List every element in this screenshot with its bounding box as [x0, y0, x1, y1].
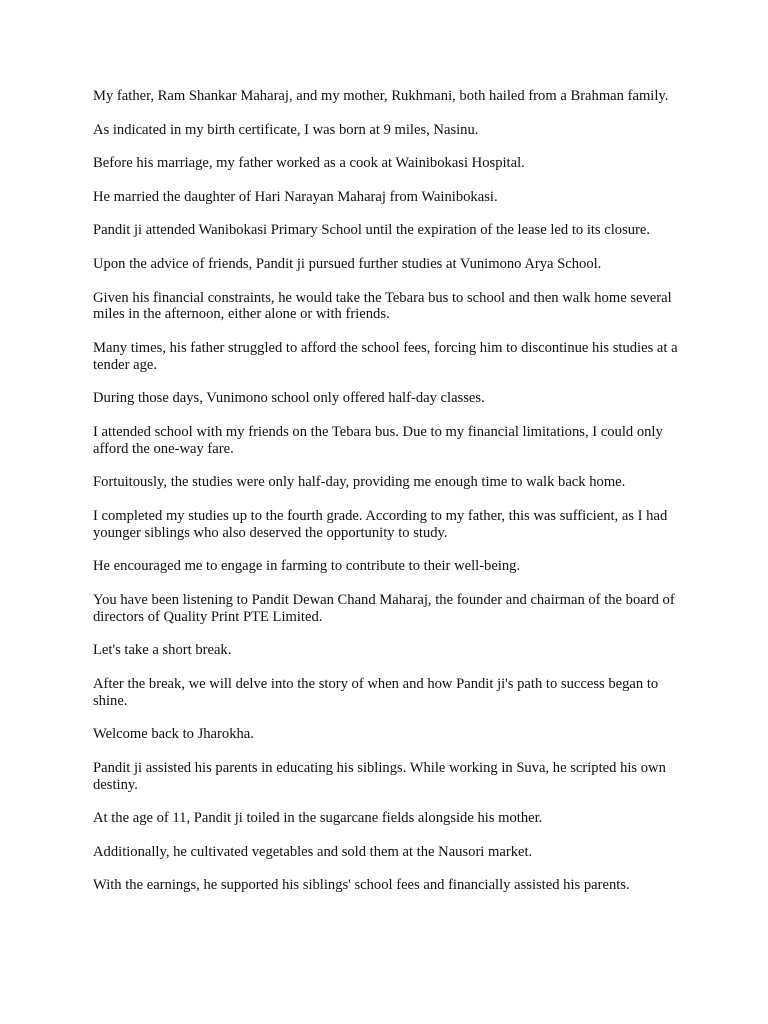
paragraph: After the break, we will delve into the story of when and how Pandit ji's path to success began to shine.: [93, 675, 659, 709]
paragraph: I attended school with my friends on the Tebara bus. Due to my financial limitations, I could only afford the one-way fare.: [93, 423, 663, 457]
paragraph: Pandit ji attended Wanibokasi Primary School until the expiration of the lease led to its closure.: [93, 222, 651, 239]
paragraph: Many times, his father struggled to afford the school fees, forcing him to discontinue his studies at a tender age.: [93, 339, 678, 373]
paragraph: As indicated in my birth certificate, I was born at 9 miles, Nasinu.: [93, 121, 479, 138]
paragraph: Upon the advice of friends, Pandit ji pursued further studies at Vunimono Arya School.: [93, 255, 602, 272]
paragraph: Pandit ji assisted his parents in educating his siblings. While working in Suva, he scripted his own destiny.: [93, 759, 666, 793]
paragraph: He encouraged me to engage in farming to contribute to their well-being.: [93, 558, 521, 575]
paragraph: At the age of 11, Pandit ji toiled in the sugarcane fields alongside his mother.: [93, 810, 543, 827]
paragraph: Before his marriage, my father worked as a cook at Wainibokasi Hospital.: [93, 155, 525, 172]
paragraph: He married the daughter of Hari Narayan Maharaj from Wainibokasi.: [93, 188, 498, 205]
paragraph: Let's take a short break.: [93, 642, 232, 659]
paragraph: Fortuitously, the studies were only half-day, providing me enough time to walk back home.: [93, 474, 626, 491]
paragraph: Welcome back to Jharokha.: [93, 726, 254, 743]
paragraph: Given his financial constraints, he would take the Tebara bus to school and then walk home several miles in the afternoon, either alone or with friends.: [93, 289, 672, 323]
paragraph: During those days, Vunimono school only offered half-day classes.: [93, 390, 485, 407]
paragraph: Additionally, he cultivated vegetables and sold them at the Nausori market.: [93, 843, 533, 860]
paragraph: I completed my studies up to the fourth grade. According to my father, this was sufficient, as I had younger siblings who also deserved the opportunity to study.: [93, 507, 668, 541]
paragraph: My father, Ram Shankar Maharaj, and my mother, Rukhmani, both hailed from a Brahman family.: [93, 88, 669, 104]
paragraph: With the earnings, he supported his siblings' school fees and financially assisted his parents.: [93, 877, 630, 894]
paragraph: You have been listening to Pandit Dewan Chand Maharaj, the founder and chairman of the board of directors of Quality Print PTE Limited.: [93, 591, 675, 625]
document-body: [93, 88, 679, 911]
